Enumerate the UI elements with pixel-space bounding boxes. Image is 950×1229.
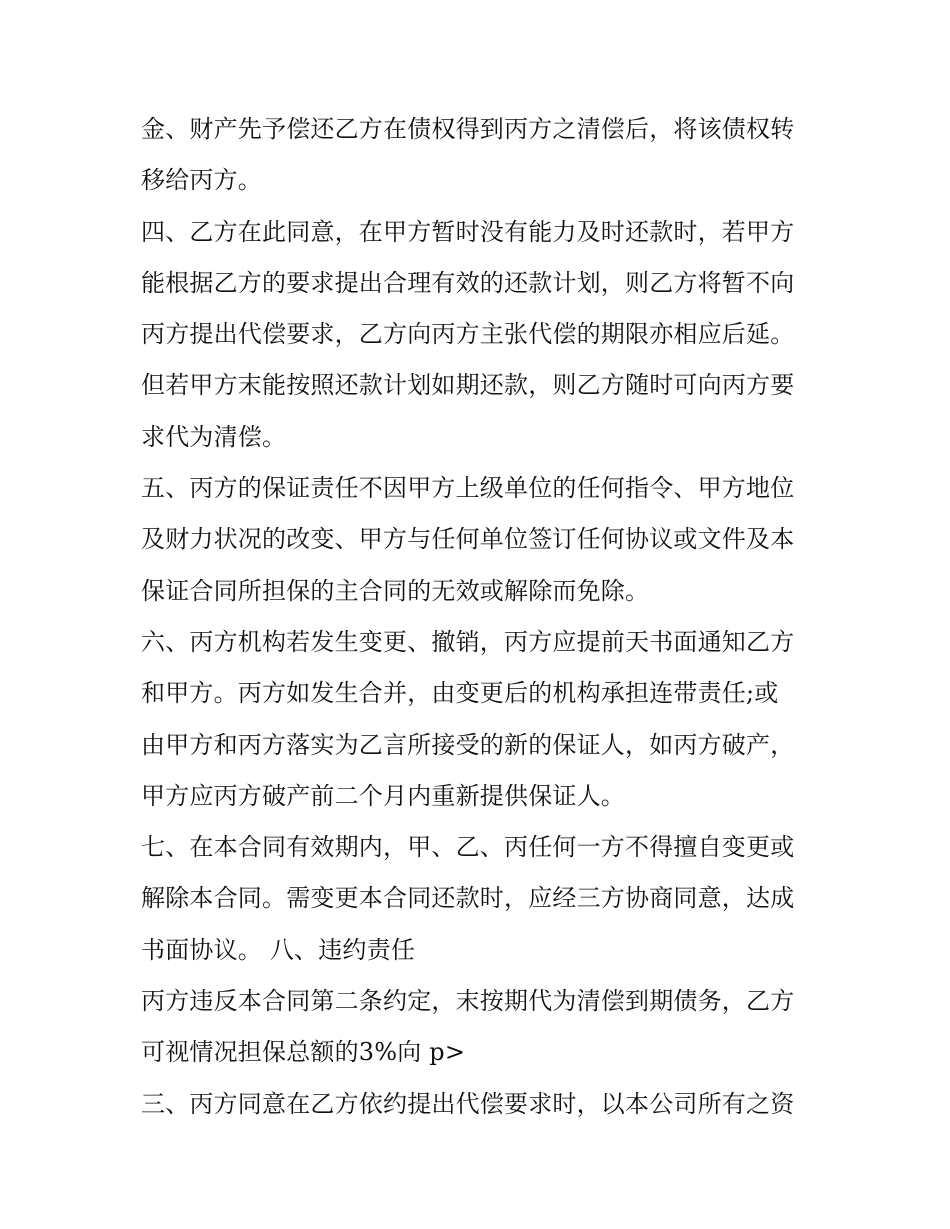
text-line: 可视情况担保总额的3%向 p> xyxy=(141,1038,466,1067)
text-line: 五、丙方的保证责任不因甲方上级单位的任何指令、甲方地位 xyxy=(141,474,795,503)
text-line: 能根据乙方的要求提出合理有效的还款计划，则乙方将暂不向 xyxy=(141,268,795,297)
text-line: 四、乙方在此同意，在甲方暂时没有能力及时还款时，若甲方 xyxy=(141,217,795,246)
text-line: 七、在本合同有效期内，甲、乙、丙任何一方不得擅自变更或 xyxy=(141,833,795,862)
text-line: 和甲方。丙方如发生合并，由变更后的机构承担连带责任;或 xyxy=(141,679,779,708)
contract-text xyxy=(141,104,831,1130)
text-line: 六、丙方机构若发生变更、撤销，丙方应提前天书面通知乙方 xyxy=(141,627,795,656)
text-line: 移给丙方。 xyxy=(141,166,262,195)
text-line: 金、财产先予偿还乙方在债权得到丙方之清偿后，将该债权转 xyxy=(141,115,795,143)
text-line: 丙方提出代偿要求，乙方向丙方主张代偿的期限亦相应后延。 xyxy=(141,320,795,349)
text-line: 求代为清偿。 xyxy=(141,422,287,451)
text-line: 丙方违反本合同第二条约定，末按期代为清偿到期债务，乙方 xyxy=(141,987,795,1016)
text-line: 三、丙方同意在乙方依约提出代偿要求时，以本公司所有之资 xyxy=(141,1089,795,1118)
text-line: 甲方应丙方破产前二个月内重新提供保证人。 xyxy=(141,781,625,810)
text-line: 解除本合同。需变更本合同还款时，应经三方协商同意，达成 xyxy=(141,884,795,913)
text-line: 书面协议。 八、违约责任 xyxy=(141,935,416,964)
text-line: 保证合同所担保的主合同的无效或解除而免除。 xyxy=(141,576,650,605)
text-line: 但若甲方末能按照还款计划如期还款，则乙方随时可向丙方要 xyxy=(141,371,795,400)
text-line: 及财力状况的改变、甲方与任何单位签订任何协议或文件及本 xyxy=(141,525,795,554)
text-line: 由甲方和丙方落实为乙言所接受的新的保证人，如丙方破产， xyxy=(141,730,795,759)
